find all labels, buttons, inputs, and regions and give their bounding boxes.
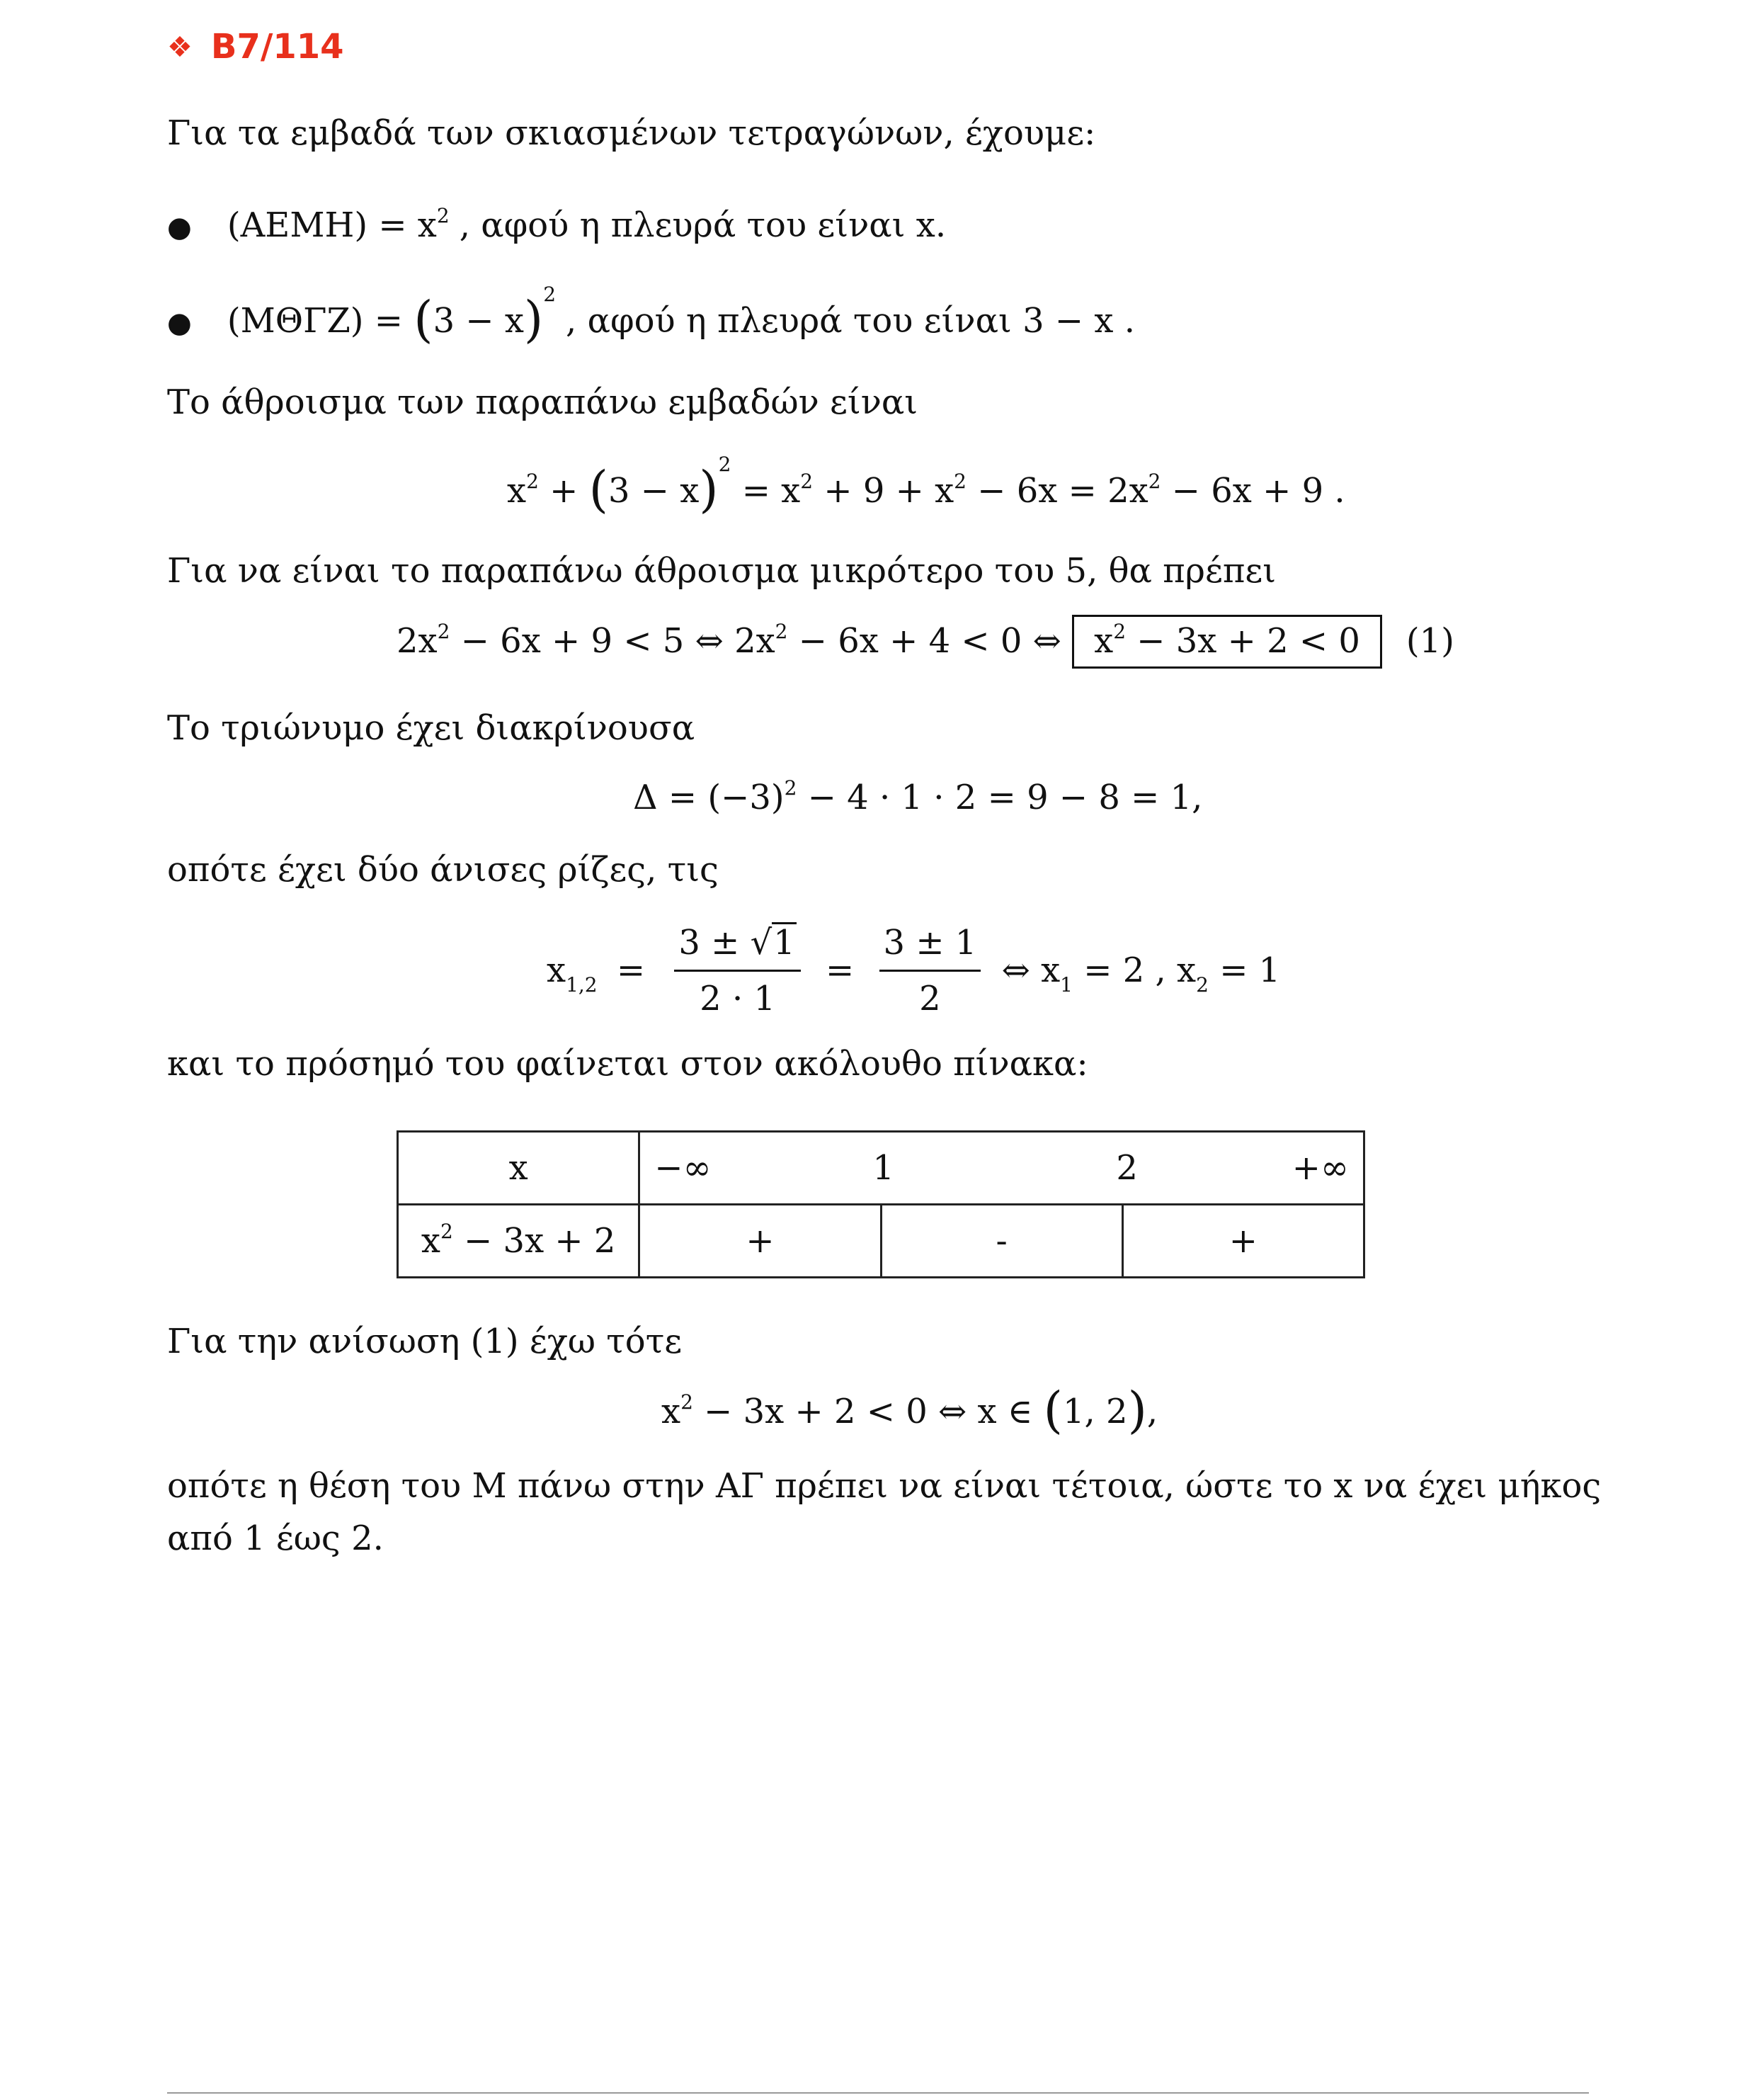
sum-text: Το άθροισμα των παραπάνω εμβαδών είναι — [167, 382, 918, 422]
exercise-header — [167, 27, 344, 67]
conclusion-line-2: από 1 έως 2. — [167, 1519, 384, 1558]
sign-cell: + — [1122, 1205, 1364, 1278]
discriminant-text: Το τριώνυμο έχει διακρίνουσα — [167, 708, 695, 748]
boxed-inequality: $x^2 - 3x + 2 < 0$ — [1072, 615, 1382, 669]
point-2: 2 — [1116, 1148, 1138, 1188]
sign-text: και το πρόσημό του φαίνεται στον ακόλουθο πίνακα: — [167, 1044, 1088, 1084]
table-row — [398, 1205, 1364, 1278]
sum-equation: $x^2 + (3 - x)^2 = x^2 + 9 + x^2 - 6x = 2x^2 - 6x + 9$ . — [507, 453, 1345, 518]
row-label-trinomial: $x^2 - 3x + 2$ — [398, 1205, 639, 1278]
point-1: 1 — [872, 1148, 894, 1188]
point-plus-infinity: +∞ — [1292, 1148, 1349, 1188]
conclusion-line-1: οπότε η θέση του Μ πάνω στην ΑΓ πρέπει να είναι τέτοια, ώστε το x να έχει μήκος — [167, 1466, 1602, 1506]
point-minus-infinity: −∞ — [654, 1148, 712, 1188]
roots-text: οπότε έχει δύο άνισες ρίζες, τις — [167, 850, 719, 890]
inequality-text: Για την ανίσωση (1) έχω τότε — [167, 1322, 683, 1361]
table-row — [398, 1132, 1364, 1205]
condition-equation: $2x^2 - 6x + 9 < 5$ ⇔ $2x^2 - 6x + 4 < 0$ ⇔ $x^2 - 3x + 2 < 0$ (1) — [397, 615, 1454, 669]
sign-cell: - — [881, 1205, 1122, 1278]
condition-text: Για να είναι το παραπάνω άθροισμα μικρότερο του 5, θα πρέπει — [167, 551, 1277, 591]
bullet-2: ● $(M\Theta\Gamma Z) = (3 - x)^2$, αφού η πλευρά του είναι 3 − x . — [167, 283, 1135, 348]
discriminant-equation: $\Delta = (-3)^2 - 4 \cdot 1 \cdot 2 = 9 - 8 = 1$, — [633, 776, 1203, 817]
sign-table — [397, 1130, 1365, 1278]
x-values-cell — [639, 1132, 1364, 1205]
row-label-x: x — [398, 1132, 639, 1205]
intro-text: Για τα εμβαδά των σκιασμένων τετραγώνων, έχουμε: — [167, 113, 1096, 153]
inequality-equation: $x^2 - 3x + 2 < 0$ ⇔ x ∈ (1, 2), — [661, 1381, 1158, 1439]
sqrt-symbol: √1 — [750, 923, 795, 963]
footer-divider — [167, 2092, 1589, 2094]
bullet-icon: ● — [167, 211, 192, 244]
fraction-2: $\frac{3 \pm 1}{2}$ — [879, 923, 981, 1018]
roots-equation: $x_{1,2}$ = $\frac{3 \pm √1}{2 \cdot 1}$ = $\frac{3 \pm 1}{2}$ ⇔ $x_1 = 2$ , $x_2 = 1$ — [547, 922, 1281, 1018]
equation-label: (1) — [1406, 621, 1454, 661]
sign-cell: + — [639, 1205, 881, 1278]
bullet-1: ● $(AEMH) = x^2$ , αφού η πλευρά του είναι x. — [167, 204, 947, 245]
exercise-title: B7/114 — [210, 27, 344, 67]
fraction-1: $\frac{3 \pm √1}{2 \cdot 1}$ — [674, 922, 800, 1018]
diamond-icon: ❖ — [167, 31, 193, 64]
bullet-icon: ● — [167, 307, 192, 339]
